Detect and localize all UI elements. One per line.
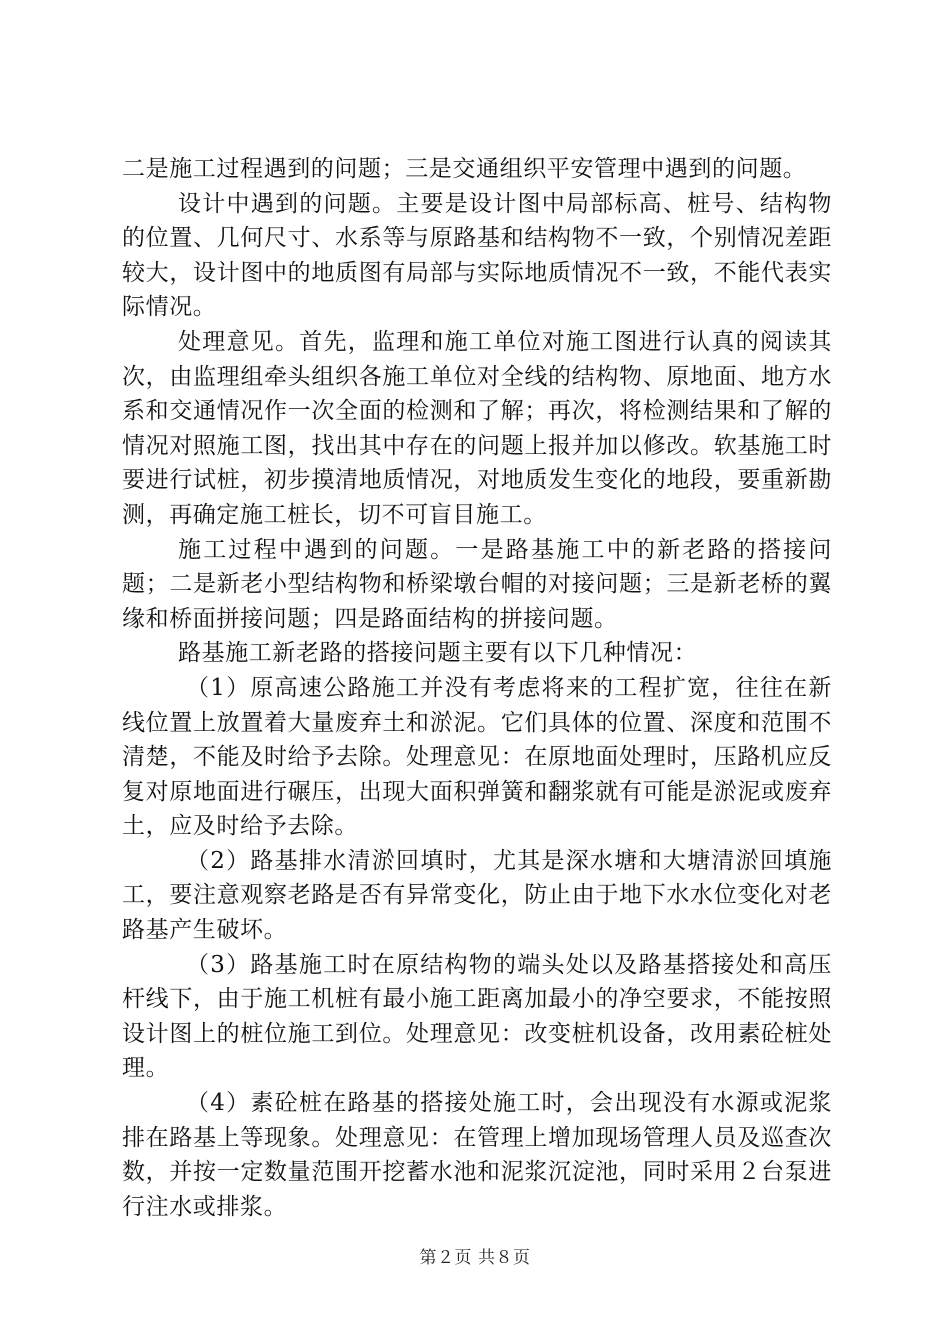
list-item-2: （2）路基排水清淤回填时，尤其是深水塘和大塘清淤回填施工，要注意观察老路是否有异常变化，防止由于地下水水位变化对老路基产生破坏。 xyxy=(122,847,832,944)
list-item-4: （4）素砼桩在路基的搭接处施工时，会出现没有水源或泥浆排在路基上等现象。处理意见：在管理上增加现场管理人员及巡查次数，并按一定数量范围开挖蓄水池和泥浆沉淀池，同时采用２台泵进行注水或排浆。 xyxy=(122,1090,832,1220)
paragraph-construction-issues: 施工过程中遇到的问题。一是路基施工中的新老路的搭接问题；二是新老小型结构物和桥梁墩台帽的对接问题；三是新老桥的翼缘和桥面拼接问题；四是路面结构的拼接问题。 xyxy=(122,536,832,632)
paragraph-handling-opinion: 处理意见。首先，监理和施工单位对施工图进行认真的阅读其次，由监理组牵头组织各施工单位对全线的结构物、原地面、地方水系和交通情况作一次全面的检测和了解；再次，将检测结果和了解的情况对照施工图，找出其中存在的问题上报并加以修改。软基施工时要进行试桩，初步摸清地质情况，对地质发生变化的地段，要重新勘测，再确定施工桩长，切不可盲目施工。 xyxy=(122,328,832,528)
paragraph-design-issues: 设计中遇到的问题。主要是设计图中局部标高、桩号、结构物的位置、几何尺寸、水系等与原路基和结构物不一致，个别情况差距较大，设计图中的地质图有局部与实际地质情况不一致，不能代表实际情况。 xyxy=(122,190,832,321)
paragraph-roadbed-intro: 路基施工新老路的搭接问题主要有以下几种情况： xyxy=(178,640,698,667)
list-item-3: （3）路基施工时在原结构物的端头处以及路基搭接处和高压杆线下，由于施工机桩有最小施工距离加最小的净空要求，不能按照设计图上的桩位施工到位。处理意见：改变桩机设备，改用素砼桩处理。 xyxy=(122,951,832,1082)
document-body xyxy=(122,152,832,1224)
list-item-1: （1）原高速公路施工并没有考虑将来的工程扩宽，往往在新线位置上放置着大量废弃土和淤泥。它们具体的位置、深度和范围不清楚，不能及时给予去除。处理意见：在原地面处理时，压路机应反复对原地面进行碾压，出现大面积弹簧和翻浆就有可能是淤泥或废弃土，应及时给予去除。 xyxy=(122,674,832,840)
page-number-footer: 第２页 共８页 xyxy=(419,1248,531,1268)
paragraph-continuation: 二是施工过程遇到的问题；三是交通组织平安管理中遇到的问题。 xyxy=(122,156,807,182)
